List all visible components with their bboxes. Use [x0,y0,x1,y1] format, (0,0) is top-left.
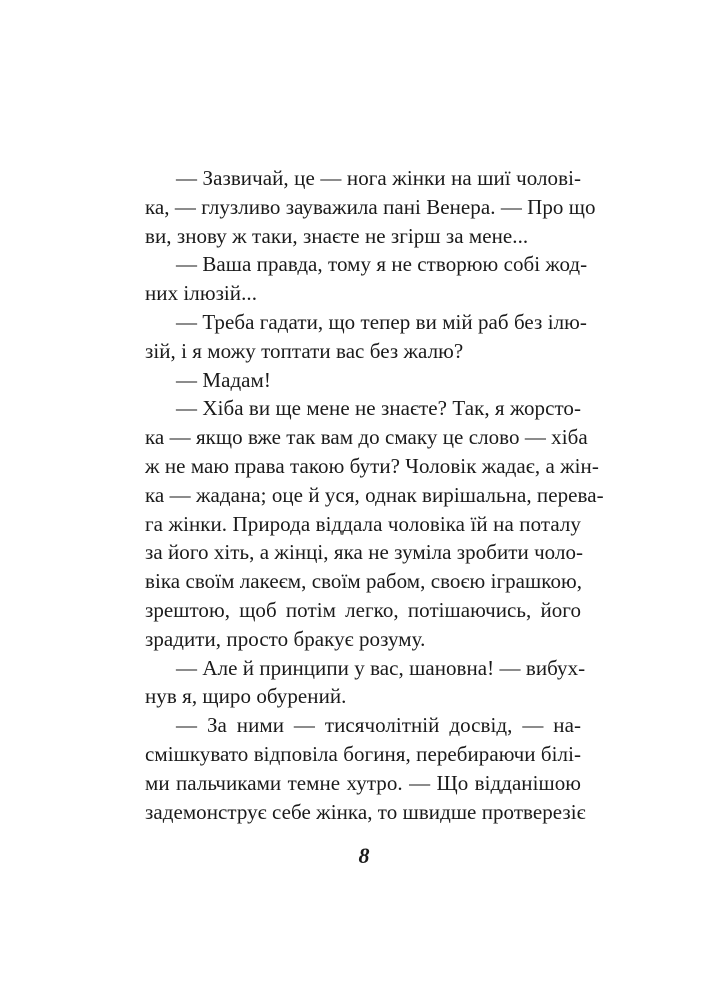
text-line: віка своїм лакеєм, своїм рабом, своєю іграшкою, [145,569,583,594]
text-line: ка — жадана; оце й уся, однак вирішальна, перева- [145,482,604,507]
text-line: ка, — глузливо зауважила пані Венера. — Про що [145,194,596,219]
text-line: — Хіба ви ще мене не знаєте? Так, я жорсто- [176,396,581,421]
page-text [145,164,604,826]
text-line: — Треба гадати, що тепер ви мій раб без ілю- [176,309,587,334]
text-line: ми пальчиками темне хутро. — Що відданішою [145,770,581,795]
text-line: них ілюзій... [145,281,257,306]
text-line: зрадити, просто бракує розуму. [145,626,426,651]
text-line: га жінки. Природа віддала чоловіка їй на поталу [145,511,581,536]
text-line: зрештою, щоб потім легко, потішаючись, його [145,597,581,622]
text-line: — Зазвичай, це — нога жінки на шиї чолові- [176,166,581,190]
text-line: за його хіть, а жінці, яка не зуміла зробити чоло- [145,540,584,565]
text-line: ж не маю права такою бути? Чоловік жадає, а жін- [145,453,599,478]
page-number: 8 [358,843,370,868]
text-line: зій, і я можу топтати вас без жалю? [145,338,464,363]
text-line: — Ваша правда, тому я не створюю собі жод- [176,252,588,277]
text-line: — За ними — тисячолітній досвід, — на- [176,713,581,738]
text-line: нув я, щиро обурений. [145,684,347,709]
text-line: — Мадам! [176,367,271,392]
text-line: — Але й принципи у вас, шановна! — вибух- [176,655,586,680]
text-line: ви, знову ж таки, знаєте не згірш за мене... [145,223,529,248]
text-line: смішкувато відповіла богиня, перебираючи білі- [145,741,581,766]
text-line: задемонструє себе жінка, то швидше протверезіє [145,799,586,824]
text-line: ка — якщо вже так вам до смаку це слово — хіба [145,425,588,450]
